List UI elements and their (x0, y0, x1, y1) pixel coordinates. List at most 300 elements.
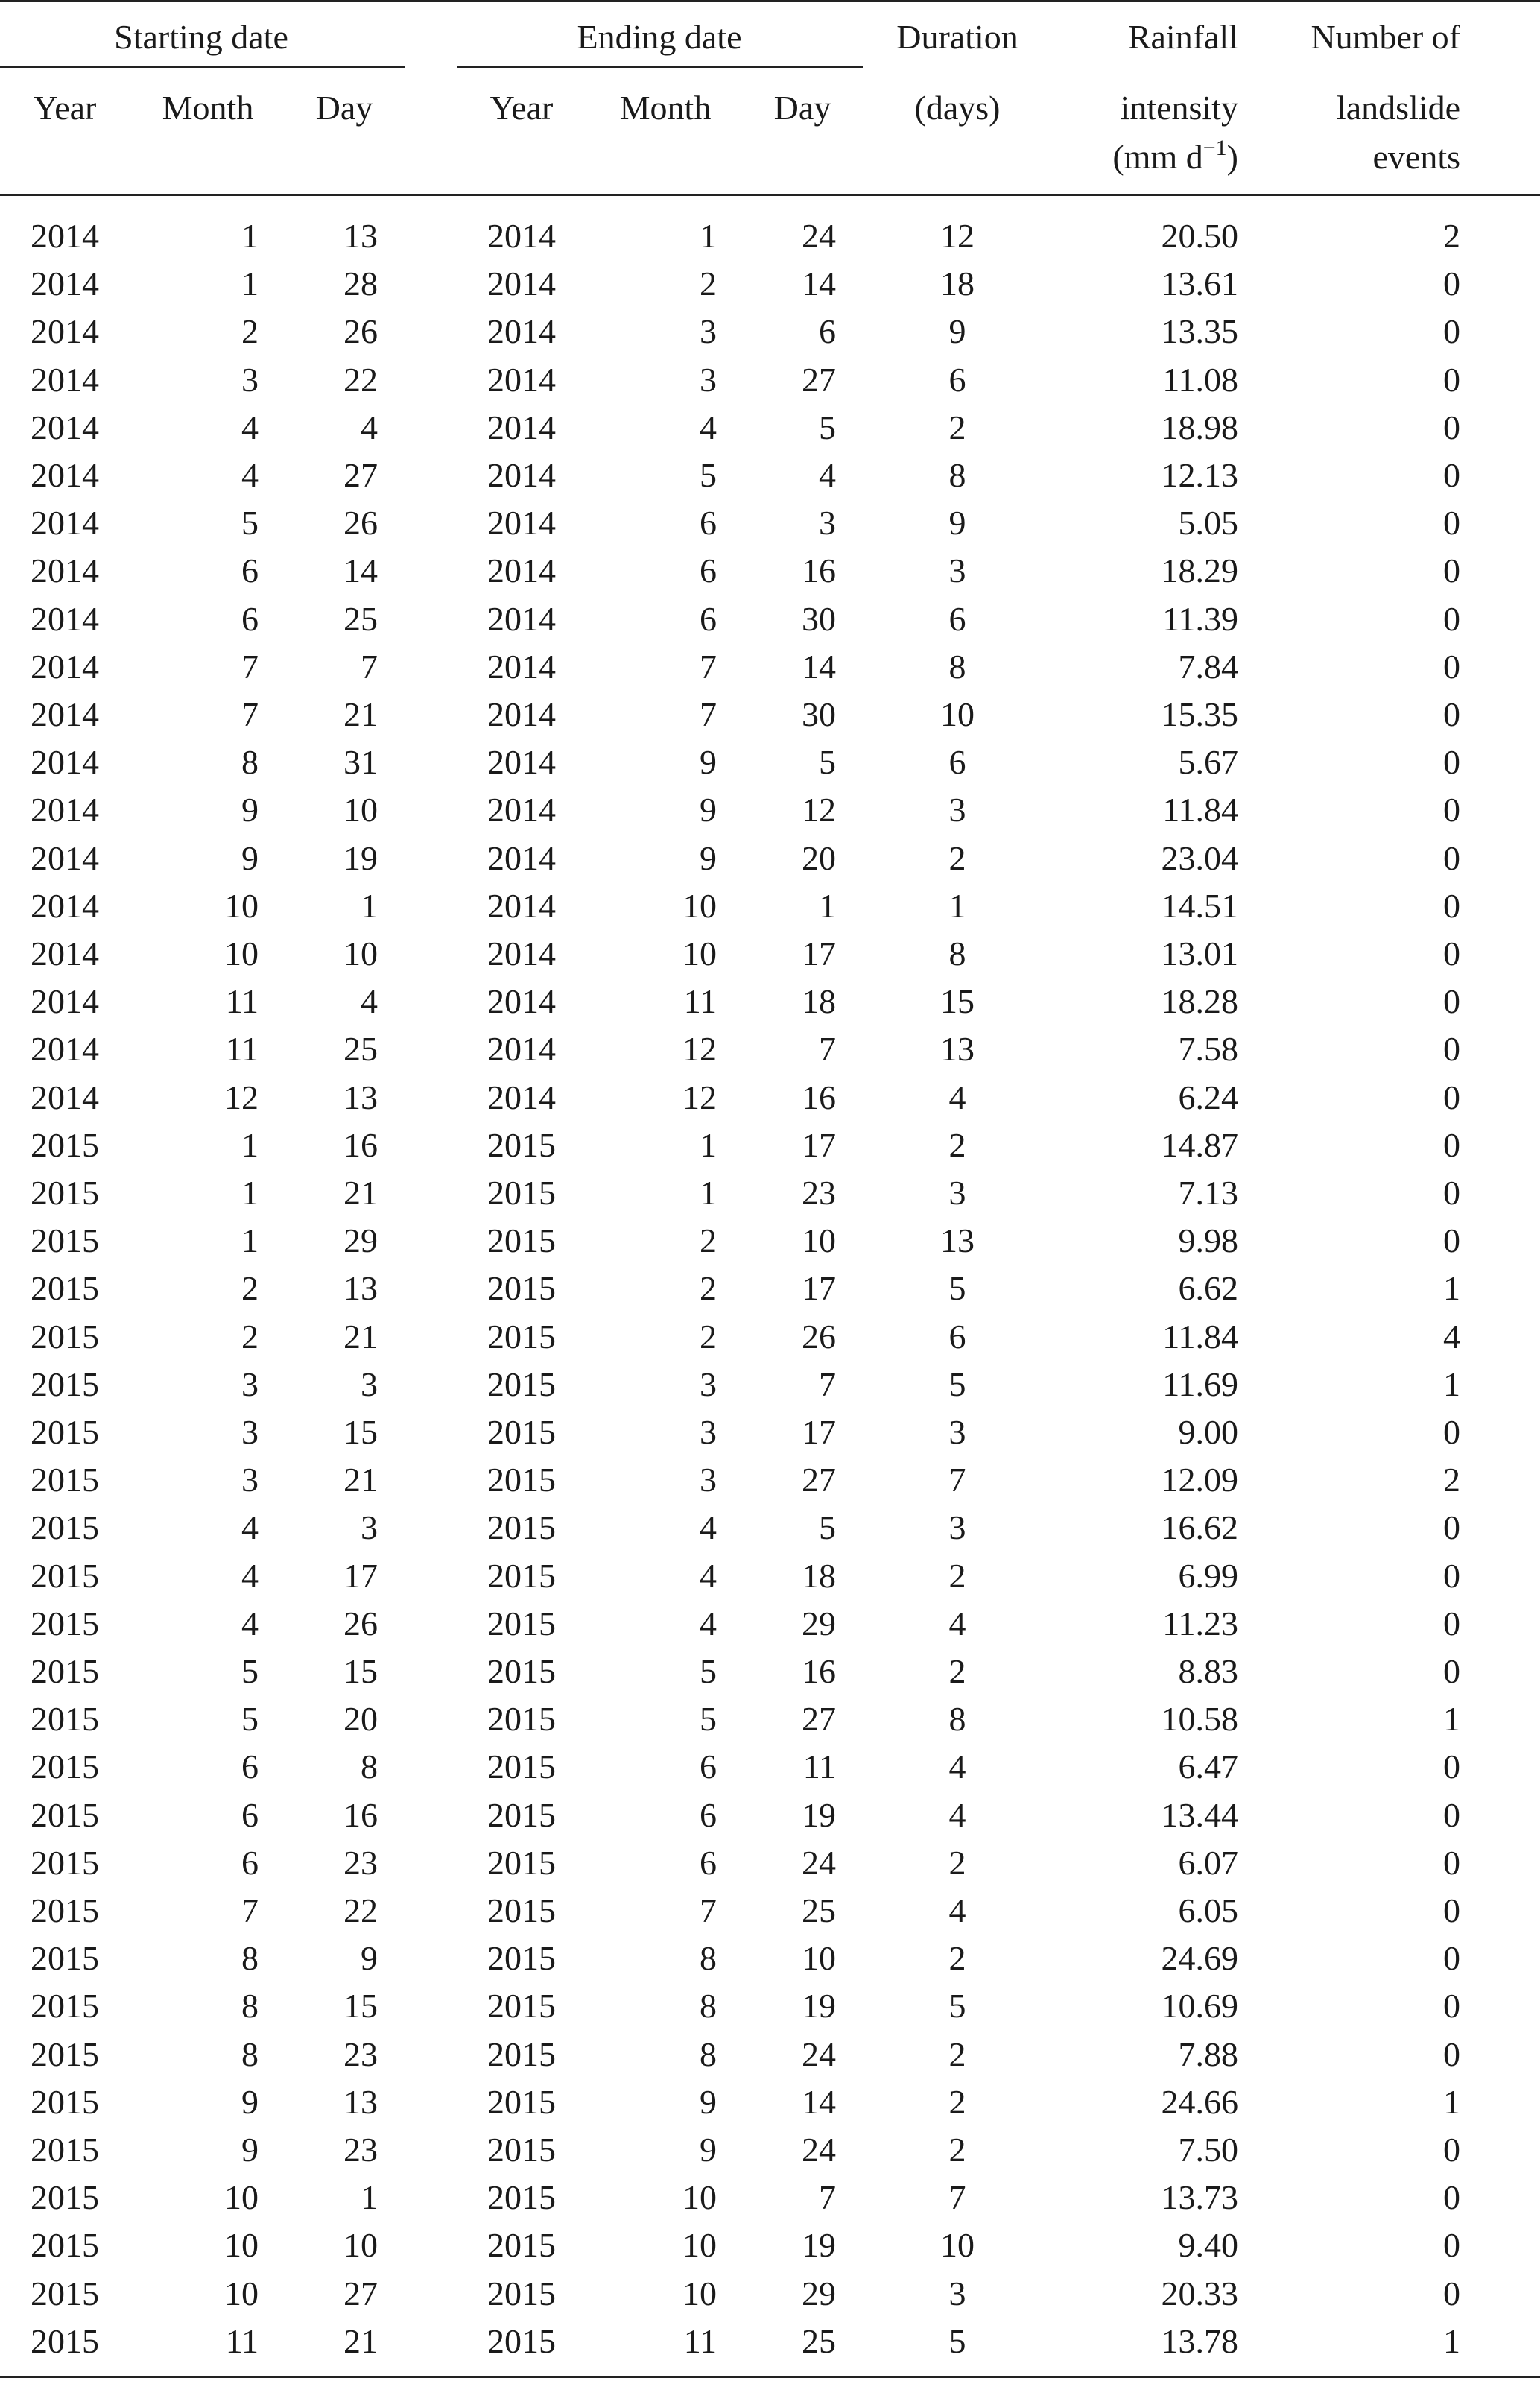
end-day-cell: 27 (802, 1700, 836, 1739)
duration-cell: 7 (948, 2178, 966, 2217)
start-year-cell: 2015 (31, 1269, 99, 1308)
start-year-header: Year (33, 89, 97, 127)
rainfall-intensity-cell: 24.69 (1161, 1939, 1238, 1978)
table-row (0, 1312, 1540, 1360)
table-row (0, 1216, 1540, 1264)
rainfall-intensity-cell: 9.00 (1178, 1413, 1238, 1451)
end-day-cell: 5 (819, 743, 836, 782)
table-row (0, 499, 1540, 546)
end-year-cell: 2014 (487, 886, 556, 925)
rainfall-intensity-cell: 11.08 (1162, 360, 1238, 399)
start-day-cell: 13 (343, 1269, 378, 1308)
rainfall-intensity-cell: 5.05 (1178, 504, 1238, 543)
end-day-header: Day (773, 89, 831, 127)
start-year-cell: 2014 (31, 791, 99, 829)
landslide-header-line2: landslide (1336, 89, 1460, 127)
end-day-cell: 3 (819, 504, 836, 543)
end-year-cell: 2015 (487, 1413, 556, 1451)
end-day-cell: 27 (802, 1461, 836, 1499)
start-day-cell: 16 (343, 1795, 378, 1834)
start-day-cell: 27 (343, 456, 378, 494)
start-day-cell: 13 (343, 217, 378, 255)
start-month-cell: 4 (241, 1556, 259, 1595)
duration-cell: 2 (948, 838, 966, 877)
landslide-count-cell: 0 (1443, 1795, 1460, 1834)
start-day-cell: 20 (343, 1700, 378, 1739)
duration-cell: 8 (948, 456, 966, 494)
table-row (0, 834, 1540, 882)
rainfall-intensity-cell: 13.73 (1161, 2178, 1238, 2217)
end-month-cell: 3 (700, 1365, 717, 1403)
end-year-cell: 2014 (487, 1078, 556, 1116)
end-year-cell: 2014 (487, 360, 556, 399)
start-year-cell: 2014 (31, 982, 99, 1021)
rainfall-intensity-cell: 12.09 (1161, 1461, 1238, 1499)
end-year-cell: 2015 (487, 1221, 556, 1260)
table-row (0, 451, 1540, 499)
start-day-cell: 23 (343, 2034, 378, 2073)
start-day-cell: 21 (343, 1174, 378, 1212)
end-day-cell: 14 (802, 2082, 836, 2121)
ending-date-underline (457, 66, 863, 68)
rainfall-unit: (mm $d^{-1}$) (1112, 136, 1238, 176)
duration-cell: 5 (948, 1365, 966, 1403)
end-day-cell: 17 (802, 935, 836, 973)
rainfall-intensity-cell: 9.40 (1178, 2226, 1238, 2265)
start-year-cell: 2014 (31, 647, 99, 686)
end-year-cell: 2015 (487, 1317, 556, 1356)
end-month-cell: 12 (682, 1030, 717, 1069)
start-day-cell: 7 (361, 647, 378, 686)
rainfall-intensity-cell: 6.99 (1178, 1556, 1238, 1595)
end-year-cell: 2015 (487, 2131, 556, 2169)
end-year-cell: 2014 (487, 504, 556, 543)
start-month-cell: 6 (241, 599, 259, 638)
rainfall-intensity-cell: 7.58 (1178, 1030, 1238, 1069)
landslide-count-cell: 0 (1443, 2226, 1460, 2265)
start-month-header: Month (162, 89, 254, 127)
start-day-cell: 26 (343, 504, 378, 543)
start-month-cell: 11 (225, 982, 259, 1021)
end-month-cell: 2 (700, 1221, 717, 1260)
start-month-cell: 5 (241, 1700, 259, 1739)
start-year-cell: 2014 (31, 935, 99, 973)
end-month-cell: 11 (683, 982, 717, 1021)
end-month-cell: 9 (700, 2082, 717, 2121)
table-row (0, 785, 1540, 833)
table-row (0, 546, 1540, 594)
duration-cell: 12 (940, 217, 975, 255)
start-year-cell: 2015 (31, 1174, 99, 1212)
start-day-cell: 26 (343, 1604, 378, 1642)
start-year-cell: 2015 (31, 1939, 99, 1978)
end-year-cell: 2014 (487, 982, 556, 1021)
end-month-cell: 6 (700, 551, 717, 590)
landslide-count-cell: 0 (1443, 1078, 1460, 1116)
duration-cell: 2 (948, 2131, 966, 2169)
duration-cell: 10 (940, 695, 975, 733)
end-day-cell: 11 (802, 1748, 836, 1786)
start-day-cell: 31 (343, 743, 378, 782)
start-month-cell: 8 (241, 743, 259, 782)
end-month-cell: 9 (700, 838, 717, 877)
end-month-cell: 11 (683, 2321, 717, 2360)
end-month-cell: 10 (682, 2178, 717, 2217)
end-month-cell: 2 (700, 265, 717, 303)
end-year-cell: 2014 (487, 312, 556, 351)
end-year-cell: 2015 (487, 1365, 556, 1403)
start-year-cell: 2015 (31, 1604, 99, 1642)
landslide-count-cell: 0 (1443, 265, 1460, 303)
end-year-cell: 2015 (487, 1748, 556, 1786)
start-day-cell: 21 (343, 1317, 378, 1356)
landslide-count-cell: 0 (1443, 1030, 1460, 1069)
end-month-cell: 9 (700, 743, 717, 782)
end-month-cell: 9 (700, 791, 717, 829)
start-month-cell: 11 (225, 2321, 259, 2360)
start-year-cell: 2014 (31, 360, 99, 399)
end-day-cell: 30 (802, 599, 836, 638)
landslide-count-cell: 0 (1443, 838, 1460, 877)
start-day-cell: 10 (343, 791, 378, 829)
start-year-cell: 2015 (31, 2082, 99, 2121)
duration-cell: 3 (948, 1174, 966, 1212)
end-year-cell: 2014 (487, 935, 556, 973)
start-day-cell: 1 (361, 886, 378, 925)
landslide-header: Number of (1311, 18, 1460, 56)
duration-cell: 5 (948, 2321, 966, 2360)
end-month-cell: 6 (700, 1843, 717, 1882)
start-month-cell: 7 (241, 1891, 259, 1929)
start-year-cell: 2014 (31, 599, 99, 638)
end-month-cell: 7 (700, 695, 717, 733)
duration-cell: 8 (948, 935, 966, 973)
start-month-cell: 9 (241, 2082, 259, 2121)
duration-cell: 2 (948, 408, 966, 446)
start-day-cell: 13 (343, 1078, 378, 1116)
duration-cell: 2 (948, 1556, 966, 1595)
landslide-count-cell: 0 (1443, 1652, 1460, 1690)
start-month-cell: 6 (241, 1748, 259, 1786)
start-day-cell: 15 (343, 1413, 378, 1451)
start-day-cell: 13 (343, 2082, 378, 2121)
start-month-cell: 10 (224, 2274, 259, 2312)
start-day-cell: 1 (361, 2178, 378, 2217)
duration-cell: 2 (948, 1843, 966, 1882)
landslide-count-cell: 0 (1443, 312, 1460, 351)
end-year-cell: 2015 (487, 2226, 556, 2265)
duration-cell: 7 (948, 1461, 966, 1499)
table-row (0, 212, 1540, 259)
start-month-cell: 3 (241, 1413, 259, 1451)
end-month-cell: 2 (700, 1269, 717, 1308)
table-row (0, 403, 1540, 451)
end-year-cell: 2014 (487, 551, 556, 590)
start-year-cell: 2014 (31, 1078, 99, 1116)
rainfall-intensity-cell: 7.13 (1178, 1174, 1238, 1212)
start-year-cell: 2015 (31, 1843, 99, 1882)
rainfall-intensity-cell: 13.61 (1161, 265, 1238, 303)
end-day-cell: 5 (819, 1508, 836, 1547)
duration-cell: 9 (948, 504, 966, 543)
table-row (0, 595, 1540, 642)
start-day-cell: 21 (343, 2321, 378, 2360)
end-year-cell: 2015 (487, 1604, 556, 1642)
start-year-cell: 2015 (31, 1413, 99, 1451)
start-month-cell: 4 (241, 1508, 259, 1547)
start-month-cell: 10 (224, 886, 259, 925)
table-row (0, 2030, 1540, 2078)
end-day-cell: 18 (802, 982, 836, 1021)
table-row (0, 1647, 1540, 1695)
table-row (0, 1886, 1540, 1934)
duration-cell: 3 (948, 1508, 966, 1547)
start-month-cell: 4 (241, 408, 259, 446)
end-day-cell: 25 (802, 1891, 836, 1929)
duration-cell: 3 (948, 2274, 966, 2312)
end-year-cell: 2015 (487, 1987, 556, 2026)
table-row (0, 1982, 1540, 2029)
duration-cell: 2 (948, 2082, 966, 2121)
duration-cell: 15 (940, 982, 975, 1021)
start-day-cell: 4 (361, 982, 378, 1021)
end-month-cell: 8 (700, 2034, 717, 2073)
landslide-count-cell: 0 (1443, 1221, 1460, 1260)
rainfall-intensity-cell: 18.28 (1161, 982, 1238, 1021)
end-month-cell: 10 (682, 886, 717, 925)
end-year-cell: 2015 (487, 1174, 556, 1212)
start-month-cell: 6 (241, 1843, 259, 1882)
end-day-cell: 24 (802, 2131, 836, 2169)
duration-cell: 3 (948, 791, 966, 829)
end-month-cell: 4 (700, 1508, 717, 1547)
end-year-cell: 2014 (487, 647, 556, 686)
duration-cell: 6 (948, 599, 966, 638)
start-day-cell: 3 (361, 1365, 378, 1403)
end-month-cell: 10 (682, 935, 717, 973)
rainfall-intensity-cell: 11.84 (1162, 1317, 1238, 1356)
start-year-cell: 2015 (31, 1891, 99, 1929)
table-row (0, 1934, 1540, 1982)
start-day-cell: 15 (343, 1987, 378, 2026)
end-year-cell: 2014 (487, 791, 556, 829)
table-row (0, 259, 1540, 307)
table-row (0, 1169, 1540, 1216)
table-row (0, 2125, 1540, 2173)
landslide-count-cell: 2 (1443, 1461, 1460, 1499)
end-year-cell: 2014 (487, 743, 556, 782)
duration-cell: 4 (948, 1891, 966, 1929)
table-row (0, 2173, 1540, 2221)
start-year-cell: 2015 (31, 2274, 99, 2312)
end-year-cell: 2015 (487, 1939, 556, 1978)
end-year-cell: 2015 (487, 1269, 556, 1308)
end-day-cell: 17 (802, 1413, 836, 1451)
rainfall-header: Rainfall (1127, 18, 1238, 56)
table-row (0, 2221, 1540, 2268)
rainfall-intensity-cell: 13.78 (1161, 2321, 1238, 2360)
start-month-cell: 10 (224, 2178, 259, 2217)
start-year-cell: 2014 (31, 312, 99, 351)
table-row (0, 1455, 1540, 1503)
table-row (0, 307, 1540, 355)
rainfall-intensity-cell: 20.50 (1161, 217, 1238, 255)
end-month-cell: 4 (700, 1556, 717, 1595)
table-row (0, 1073, 1540, 1121)
duration-cell: 10 (940, 2226, 975, 2265)
end-year-cell: 2014 (487, 838, 556, 877)
end-day-cell: 14 (802, 265, 836, 303)
start-year-cell: 2015 (31, 1987, 99, 2026)
start-month-cell: 10 (224, 935, 259, 973)
end-month-cell: 1 (700, 217, 717, 255)
end-year-cell: 2015 (487, 1700, 556, 1739)
start-day-cell: 23 (343, 2131, 378, 2169)
end-year-cell: 2015 (487, 1891, 556, 1929)
start-day-cell: 17 (343, 1556, 378, 1595)
start-year-cell: 2014 (31, 408, 99, 446)
start-year-cell: 2015 (31, 1748, 99, 1786)
landslide-count-cell: 0 (1443, 1843, 1460, 1882)
start-month-cell: 7 (241, 695, 259, 733)
rainfall-intensity-cell: 11.23 (1162, 1604, 1238, 1642)
end-year-cell: 2015 (487, 1843, 556, 1882)
landslide-count-cell: 0 (1443, 695, 1460, 733)
rainfall-intensity-cell: 7.88 (1178, 2034, 1238, 2073)
start-year-cell: 2015 (31, 1556, 99, 1595)
rainfall-intensity-cell: 11.39 (1162, 599, 1238, 638)
start-month-cell: 3 (241, 360, 259, 399)
start-year-cell: 2015 (31, 2131, 99, 2169)
landslide-count-cell: 0 (1443, 743, 1460, 782)
end-month-cell: 12 (682, 1078, 717, 1116)
end-day-cell: 24 (802, 217, 836, 255)
start-month-cell: 9 (241, 2131, 259, 2169)
end-year-cell: 2015 (487, 2274, 556, 2312)
end-day-cell: 26 (802, 1317, 836, 1356)
start-month-cell: 8 (241, 1987, 259, 2026)
duration-cell: 4 (948, 1748, 966, 1786)
end-year-cell: 2014 (487, 1030, 556, 1069)
duration-cell: 13 (940, 1221, 975, 1260)
end-day-cell: 29 (802, 1604, 836, 1642)
end-month-cell: 5 (700, 1652, 717, 1690)
start-year-cell: 2014 (31, 886, 99, 925)
start-day-cell: 4 (361, 408, 378, 446)
end-day-cell: 6 (819, 312, 836, 351)
landslide-count-cell: 0 (1443, 982, 1460, 1021)
landslide-count-cell: 0 (1443, 1125, 1460, 1164)
start-month-cell: 3 (241, 1461, 259, 1499)
end-day-cell: 7 (819, 2178, 836, 2217)
end-month-cell: 9 (700, 2131, 717, 2169)
end-month-cell: 4 (700, 1604, 717, 1642)
landslide-count-cell: 1 (1443, 1365, 1460, 1403)
start-year-cell: 2014 (31, 456, 99, 494)
end-day-cell: 27 (802, 360, 836, 399)
start-month-cell: 1 (241, 1174, 259, 1212)
start-day-cell: 10 (343, 2226, 378, 2265)
table-row (0, 1791, 1540, 1838)
duration-cell: 4 (948, 1604, 966, 1642)
table-row (0, 1742, 1540, 1790)
end-month-header: Month (619, 89, 712, 127)
table-row (0, 2317, 1540, 2365)
table-row (0, 738, 1540, 785)
landslide-count-cell: 0 (1443, 1891, 1460, 1929)
rainfall-intensity-cell: 11.84 (1162, 791, 1238, 829)
landslide-count-cell: 0 (1443, 935, 1460, 973)
landslide-count-cell: 0 (1443, 1604, 1460, 1642)
start-month-cell: 6 (241, 1795, 259, 1834)
duration-cell: 4 (948, 1795, 966, 1834)
rainfall-intensity-cell: 23.04 (1161, 838, 1238, 877)
start-day-cell: 29 (343, 1221, 378, 1260)
rainfall-intensity-cell: 18.29 (1161, 551, 1238, 590)
start-year-cell: 2014 (31, 504, 99, 543)
landslide-count-cell: 0 (1443, 456, 1460, 494)
start-day-cell: 14 (343, 551, 378, 590)
end-day-cell: 7 (819, 1030, 836, 1069)
end-month-cell: 5 (700, 456, 717, 494)
start-day-cell: 21 (343, 695, 378, 733)
start-year-cell: 2014 (31, 217, 99, 255)
end-year-cell: 2015 (487, 1795, 556, 1834)
start-day-header: Day (315, 89, 373, 127)
start-year-cell: 2014 (31, 695, 99, 733)
start-month-cell: 1 (241, 1125, 259, 1164)
start-month-cell: 1 (241, 265, 259, 303)
rainfall-intensity-cell: 5.67 (1178, 743, 1238, 782)
start-year-cell: 2014 (31, 743, 99, 782)
start-day-cell: 8 (361, 1748, 378, 1786)
rainfall-intensity-cell: 6.07 (1178, 1843, 1238, 1882)
end-year-header: Year (489, 89, 554, 127)
start-day-cell: 28 (343, 265, 378, 303)
start-month-cell: 1 (241, 217, 259, 255)
landslide-count-cell: 1 (1443, 1269, 1460, 1308)
end-year-cell: 2014 (487, 265, 556, 303)
duration-cell: 1 (948, 886, 966, 925)
start-month-cell: 6 (241, 551, 259, 590)
duration-cell: 5 (948, 1269, 966, 1308)
landslide-count-cell: 1 (1443, 2321, 1460, 2360)
end-day-cell: 20 (802, 838, 836, 877)
end-month-cell: 6 (700, 504, 717, 543)
landslide-count-cell: 0 (1443, 1939, 1460, 1978)
start-day-cell: 3 (361, 1508, 378, 1547)
table-row (0, 882, 1540, 929)
starting-date-underline (0, 66, 405, 68)
end-month-cell: 3 (700, 1461, 717, 1499)
start-month-cell: 12 (224, 1078, 259, 1116)
duration-cell: 8 (948, 1700, 966, 1739)
duration-cell: 6 (948, 1317, 966, 1356)
rainfall-intensity-cell: 14.87 (1161, 1125, 1238, 1164)
end-year-cell: 2014 (487, 408, 556, 446)
landslide-count-cell: 0 (1443, 2131, 1460, 2169)
end-month-cell: 3 (700, 360, 717, 399)
end-year-cell: 2014 (487, 217, 556, 255)
end-day-cell: 14 (802, 647, 836, 686)
end-day-cell: 10 (802, 1221, 836, 1260)
table-row (0, 1025, 1540, 1072)
end-year-cell: 2015 (487, 1652, 556, 1690)
end-year-cell: 2014 (487, 599, 556, 638)
start-year-cell: 2015 (31, 2321, 99, 2360)
end-day-cell: 23 (802, 1174, 836, 1212)
start-day-cell: 16 (343, 1125, 378, 1164)
